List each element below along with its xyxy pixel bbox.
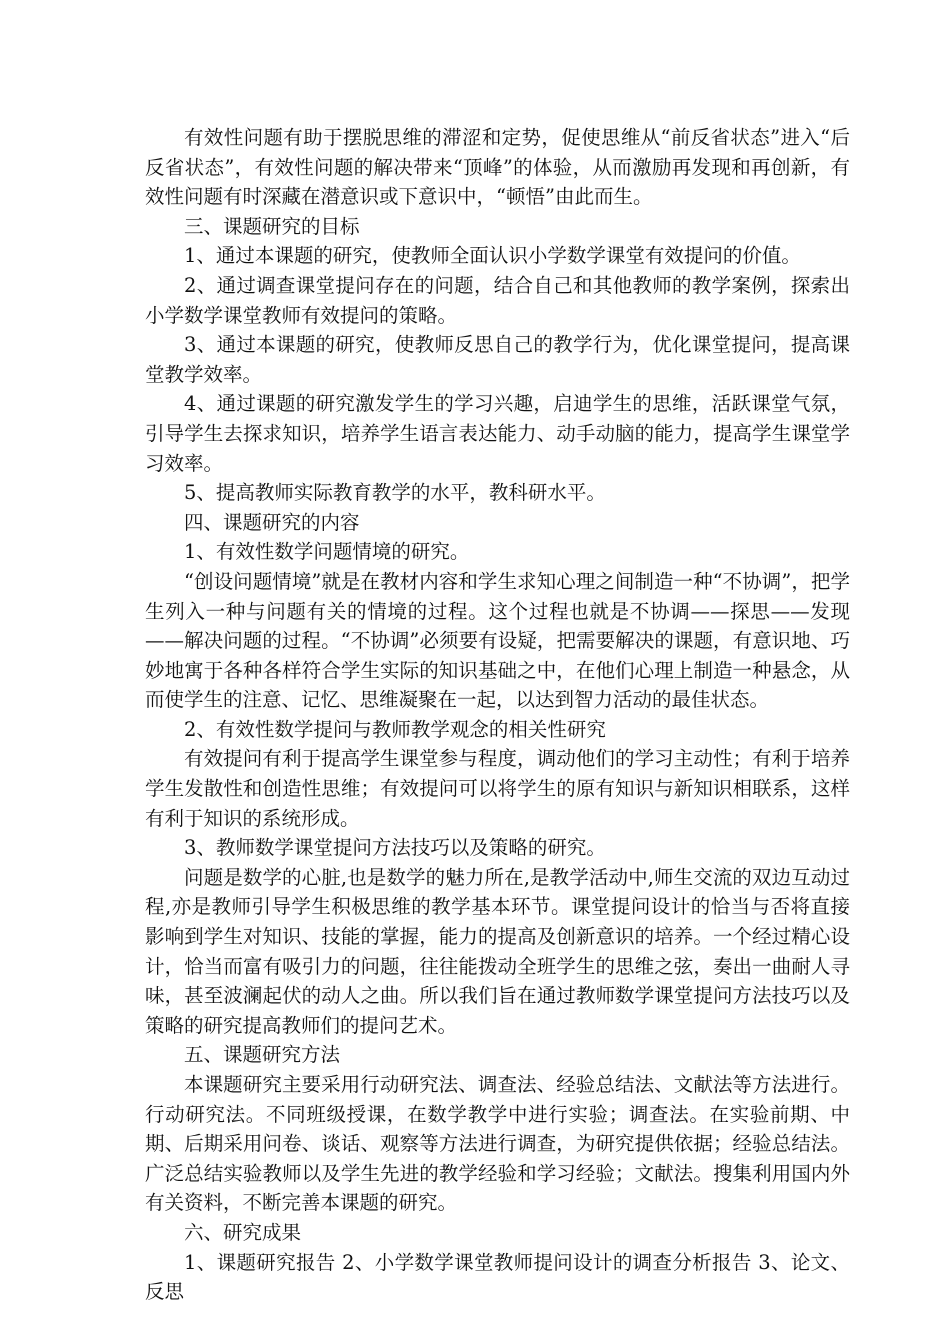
goal-item-5: 5、提高教师实际教育教学的水平，教科研水平。 xyxy=(184,481,606,505)
content-subheading-3: 3、教师数学课堂提问方法技巧以及策略的研究。 xyxy=(184,836,606,860)
heading-research-goals: 三、课题研究的目标 xyxy=(184,214,360,238)
content-subheading-2: 2、有效性数学提问与教师教学观念的相关性研究 xyxy=(184,717,606,741)
heading-research-content: 四、课题研究的内容 xyxy=(184,510,360,534)
content-paragraph-1: “创设问题情境”就是在教材内容和学生求知心理之间制造一种“不协调”，把学生列入一种与问题有关的情境的过程。这个过程也就是不协调——探思——发现——解决问题的过程。“不协调”必须要有设疑，把需要解决的课题，有意识地、巧妙地寓于各种各样符合学生实际的知识基础之中，在他们心理上制造一种悬念，从而使学生的注意、记忆、思维凝聚在一起，以达到智力活动的最佳状态。 xyxy=(145,569,850,712)
methods-paragraph: 本课题研究主要采用行动研究法、调查法、经验总结法、文献法等方法进行。行动研究法。不同班级授课，在数学教学中进行实验；调查法。在实验前期、中期、后期采用问卷、谈话、观察等方法进行调查，为研究提供依据；经验总结法。广泛总结实验教师以及学生先进的教学经验和学习经验；文献法。搜集利用国内外有关资料，不断完善本课题的研究。 xyxy=(145,1073,850,1215)
goal-item-1: 1、通过本课题的研究，使教师全面认识小学数学课堂有效提问的价值。 xyxy=(184,244,801,268)
goal-item-2: 2、通过调查课堂提问存在的问题，结合自己和其他教师的教学案例，探索出小学数学课堂教师有效提问的策略。 xyxy=(145,273,850,327)
goal-item-3: 3、通过本课题的研究，使教师反思自己的教学行为，优化课堂提问，提高课堂教学效率。 xyxy=(145,333,850,386)
heading-research-results: 六、研究成果 xyxy=(184,1220,302,1244)
document-body xyxy=(145,123,850,1307)
paragraph-intro: 有效性问题有助于摆脱思维的滞涩和定势，促使思维从“前反省状态”进入“后反省状态”，有效性问题的解决带来“顶峰”的体验，从而激励再发现和再创新，有效性问题有时深藏在潜意识或下意识中，“顿悟”由此而生。 xyxy=(145,126,850,209)
heading-research-methods: 五、课题研究方法 xyxy=(184,1043,341,1067)
goal-item-4: 4、通过课题的研究激发学生的学习兴趣，启迪学生的思维，活跃课堂气氛，引导学生去探求知识，培养学生语言表达能力、动手动脑的能力，提高学生课堂学习效率。 xyxy=(145,392,850,475)
content-subheading-1: 1、有效性数学问题情境的研究。 xyxy=(184,540,470,564)
results-paragraph: 1、课题研究报告 2、小学数学课堂教师提问设计的调查分析报告 3、论文、反思 xyxy=(145,1250,850,1304)
content-paragraph-3: 问题是数学的心脏,也是数学的魅力所在,是教学活动中,师生交流的双边互动过程,亦是教师引导学生积极思维的教学基本环节。课堂提问设计的恰当与否将直接影响到学生对知识、技能的掌握，能力的提高及创新意识的培养。一个经过精心设计，恰当而富有吸引力的问题，往往能拨动全班学生的思维之弦，奏出一曲耐人寻味，甚至波澜起伏的动人之曲。所以我们旨在通过教师数学课堂提问方法技巧以及策略的研究提高教师们的提问艺术。 xyxy=(145,865,850,1037)
content-paragraph-2: 有效提问有利于提高学生课堂参与程度，调动他们的学习主动性；有利于培养学生发散性和创造性思维；有效提问可以将学生的原有知识与新知识相联系，这样有利于知识的系统形成。 xyxy=(145,747,850,830)
